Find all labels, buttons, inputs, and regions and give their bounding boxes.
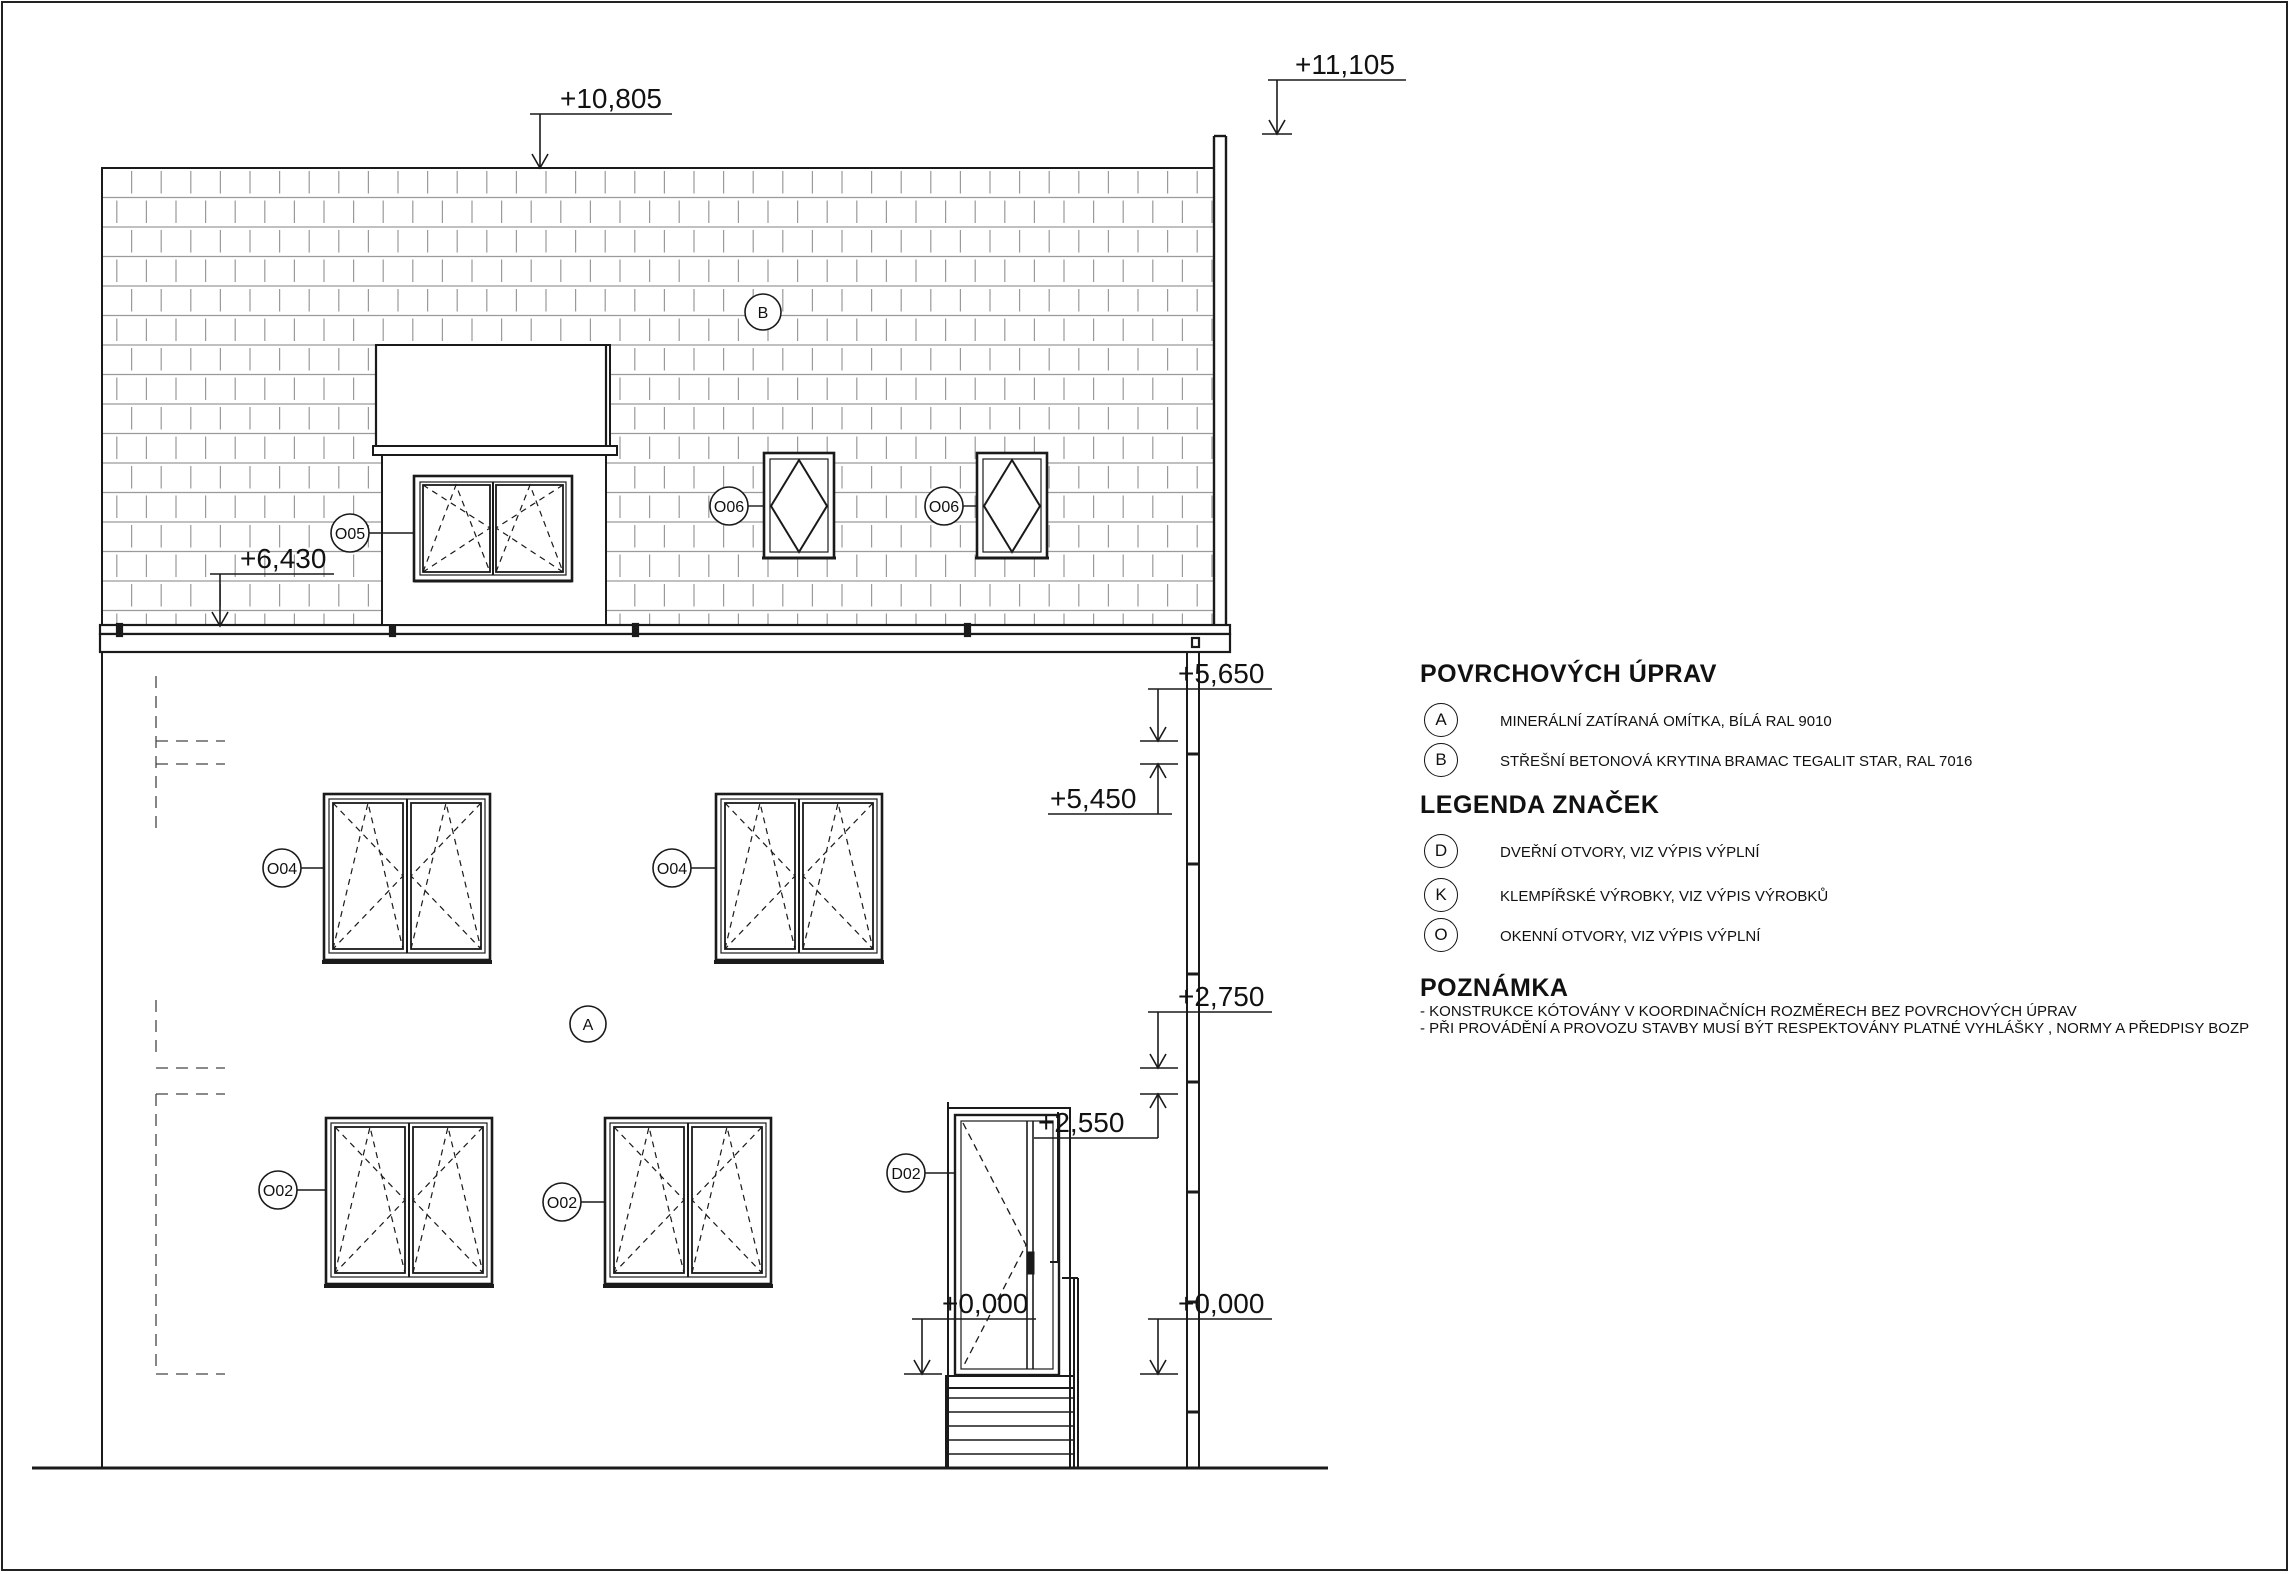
level-ground-right bbox=[1140, 1288, 1272, 1374]
legend-text: KLEMPÍŘSKÉ VÝROBKY, VIZ VÝPIS VÝROBKŮ bbox=[1500, 888, 1829, 905]
notes-title: POZNÁMKA bbox=[1420, 974, 1569, 1002]
tag-upper-window-right bbox=[653, 849, 716, 887]
svg-text:O02: O02 bbox=[262, 1183, 294, 1200]
svg-text:O02: O02 bbox=[546, 1195, 578, 1212]
tag-upper-window-left bbox=[263, 849, 324, 887]
svg-text:D02: D02 bbox=[891, 1166, 921, 1183]
surfaces-title: POVRCHOVÝCH ÚPRAV bbox=[1420, 660, 1717, 688]
svg-text:O05: O05 bbox=[334, 526, 366, 543]
svg-text:O06: O06 bbox=[713, 499, 745, 516]
svg-text:+5,650: +5,650 bbox=[1178, 658, 1265, 689]
level-ridge bbox=[530, 83, 672, 168]
casement-windows bbox=[322, 794, 884, 1286]
level-first-floor-top bbox=[1140, 981, 1272, 1068]
level-ground-entrance bbox=[904, 1288, 1036, 1374]
legend-row-d bbox=[1420, 834, 2280, 878]
svg-text:+2,550: +2,550 bbox=[1038, 1107, 1125, 1138]
tag-lower-window-left bbox=[259, 1171, 326, 1209]
svg-text:B: B bbox=[757, 305, 769, 322]
legend-panel bbox=[1420, 660, 2280, 1037]
legend-row-k bbox=[1420, 878, 2280, 918]
svg-text:+5,450: +5,450 bbox=[1050, 783, 1137, 814]
legend-row-b bbox=[1420, 743, 2280, 783]
svg-text:+6,430: +6,430 bbox=[240, 543, 327, 574]
svg-text:O04: O04 bbox=[266, 861, 298, 878]
legend-text: STŘEŠNÍ BETONOVÁ KRYTINA BRAMAC TEGALIT STAR, RAL 7016 bbox=[1500, 753, 1973, 770]
tag-roof bbox=[745, 294, 781, 330]
level-attic-floor bbox=[1048, 764, 1178, 814]
svg-text:+2,750: +2,750 bbox=[1178, 981, 1265, 1012]
window-o02-left bbox=[324, 1118, 494, 1286]
window-o05 bbox=[414, 476, 572, 581]
window-o04-right bbox=[714, 794, 884, 962]
tag-entrance-door bbox=[887, 1154, 955, 1192]
legend-symbol: B bbox=[1424, 743, 1458, 777]
legend-symbol: K bbox=[1424, 878, 1458, 912]
symbols-title: LEGENDA ZNAČEK bbox=[1420, 791, 1660, 819]
level-ridge-top bbox=[1262, 49, 1406, 134]
eaves-gutter bbox=[100, 624, 1230, 652]
level-attic-floor-top bbox=[1140, 658, 1272, 741]
legend-symbol: D bbox=[1424, 834, 1458, 868]
legend-symbol: O bbox=[1424, 918, 1458, 952]
svg-text:+11,105: +11,105 bbox=[1295, 49, 1395, 80]
svg-text:+0,000: +0,000 bbox=[1178, 1288, 1265, 1319]
svg-text:O04: O04 bbox=[656, 861, 688, 878]
legend-text: MINERÁLNÍ ZATÍRANÁ OMÍTKA, BÍLÁ RAL 9010 bbox=[1500, 713, 1832, 730]
window-o06-left bbox=[762, 453, 836, 558]
tag-lower-window-right bbox=[543, 1183, 605, 1221]
level-door-head bbox=[1034, 1094, 1178, 1138]
legend-row-o bbox=[1420, 918, 2280, 958]
legend-text: OKENNÍ OTVORY, VIZ VÝPIS VÝPLNÍ bbox=[1500, 928, 1761, 945]
note-2: - PŘI PROVÁDĚNÍ A PROVOZU STAVBY MUSÍ BÝT RESPEKTOVÁNY PLATNÉ VYHLÁŠKY , NORMY A PŘEDPISY BOZP bbox=[1420, 1020, 2250, 1037]
legend-text: DVEŘNÍ OTVORY, VIZ VÝPIS VÝPLNÍ bbox=[1500, 844, 1760, 861]
legend-symbol: A bbox=[1424, 703, 1458, 737]
tag-wall bbox=[570, 1006, 606, 1042]
facade bbox=[32, 652, 1328, 1468]
note-1: - KONSTRUKCE KÓTOVÁNY V KOORDINAČNÍCH ROZMĚRECH BEZ POVRCHOVÝCH ÚPRAV bbox=[1420, 1003, 2077, 1020]
svg-text:+0,000: +0,000 bbox=[942, 1288, 1029, 1319]
window-o06-right bbox=[975, 453, 1049, 558]
window-o04-left bbox=[322, 794, 492, 962]
svg-text:A: A bbox=[582, 1017, 594, 1034]
legend-row-a bbox=[1420, 703, 2280, 743]
gable-wall bbox=[1214, 136, 1226, 628]
window-o02-right bbox=[603, 1118, 773, 1286]
svg-text:+10,805: +10,805 bbox=[560, 83, 662, 114]
svg-text:O06: O06 bbox=[928, 499, 960, 516]
